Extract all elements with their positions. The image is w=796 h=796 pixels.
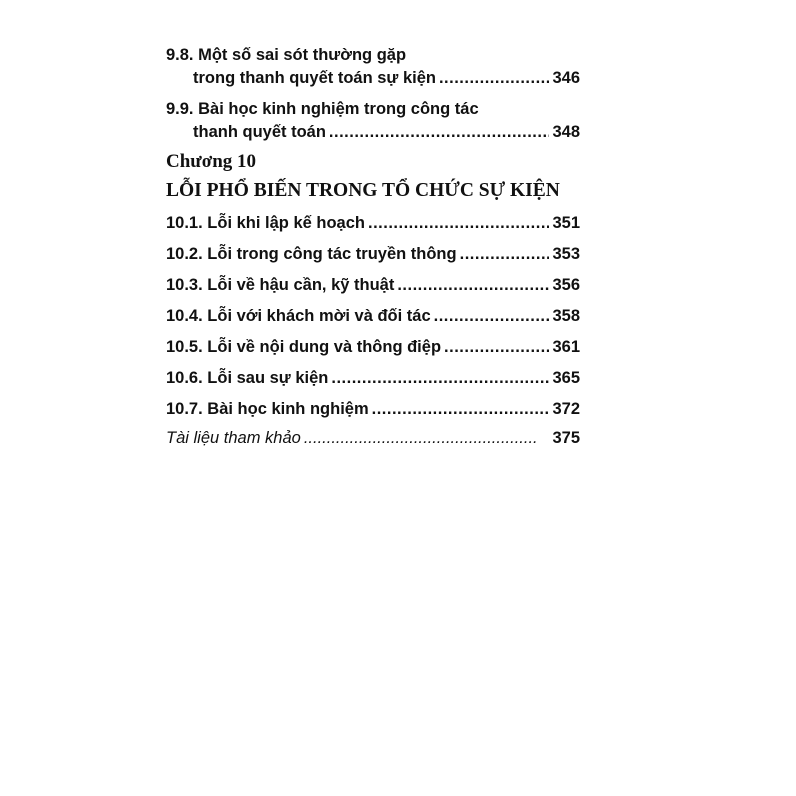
toc-entry-title: Tài liệu tham khảo <box>166 429 301 447</box>
dot-leader <box>304 427 539 450</box>
dot-leader <box>331 367 549 390</box>
dot-leader <box>434 305 550 328</box>
toc-entry-10-7[interactable] <box>166 398 580 421</box>
toc-entry-title: 9.8. Một số sai sót thường gặp <box>166 46 407 64</box>
dot-leader <box>444 336 549 359</box>
table-of-contents <box>166 44 580 450</box>
chapter-title: LỖI PHỔ BIẾN TRONG TỔ CHỨC SỰ KIỆN <box>166 180 560 201</box>
toc-entry-title: 9.9. Bài học kinh nghiệm trong công tác <box>166 100 479 118</box>
page-number: 346 <box>552 69 580 87</box>
toc-entry-10-5[interactable] <box>166 336 580 359</box>
toc-entry-10-6[interactable] <box>166 367 580 390</box>
toc-entry-title: 10.4. Lỗi với khách mời và đối tác <box>166 307 431 325</box>
page-number: 375 <box>552 429 580 447</box>
page-number: 351 <box>552 214 580 232</box>
toc-entry-title: 10.5. Lỗi về nội dung và thông điệp <box>166 338 442 356</box>
toc-entry-title: 10.7. Bài học kinh nghiệm <box>166 400 369 418</box>
toc-entry-title: 10.2. Lỗi trong công tác truyền thông <box>166 245 457 263</box>
page-number: 358 <box>552 307 580 325</box>
page-number: 372 <box>552 400 580 418</box>
page-number: 353 <box>552 245 580 263</box>
toc-entry-9-9[interactable] <box>166 98 580 144</box>
dot-leader <box>368 212 549 235</box>
dot-leader <box>460 243 550 266</box>
page-number: 365 <box>552 369 580 387</box>
toc-entry-9-8[interactable] <box>166 44 580 90</box>
toc-entry-title: 10.3. Lỗi về hậu cần, kỹ thuật <box>166 276 395 294</box>
toc-entry-title-continued: trong thanh quyết toán sự kiện <box>193 69 436 87</box>
toc-entry-references[interactable] <box>166 427 580 450</box>
dot-leader <box>372 398 550 421</box>
dot-leader <box>397 274 549 297</box>
chapter-label: Chương 10 <box>166 151 257 172</box>
toc-entry-title-continued: thanh quyết toán <box>193 123 326 141</box>
toc-entry-10-2[interactable] <box>166 243 580 266</box>
page-number: 361 <box>552 338 580 356</box>
page-number: 348 <box>552 123 580 141</box>
dot-leader <box>329 121 550 144</box>
toc-entry-title: 10.6. Lỗi sau sự kiện <box>166 369 329 387</box>
page-number: 356 <box>552 276 580 294</box>
toc-entry-10-4[interactable] <box>166 305 580 328</box>
toc-entry-title: 10.1. Lỗi khi lập kế hoạch <box>166 214 365 232</box>
toc-entry-10-3[interactable] <box>166 274 580 297</box>
dot-leader <box>439 67 550 90</box>
toc-entry-10-1[interactable] <box>166 212 580 235</box>
